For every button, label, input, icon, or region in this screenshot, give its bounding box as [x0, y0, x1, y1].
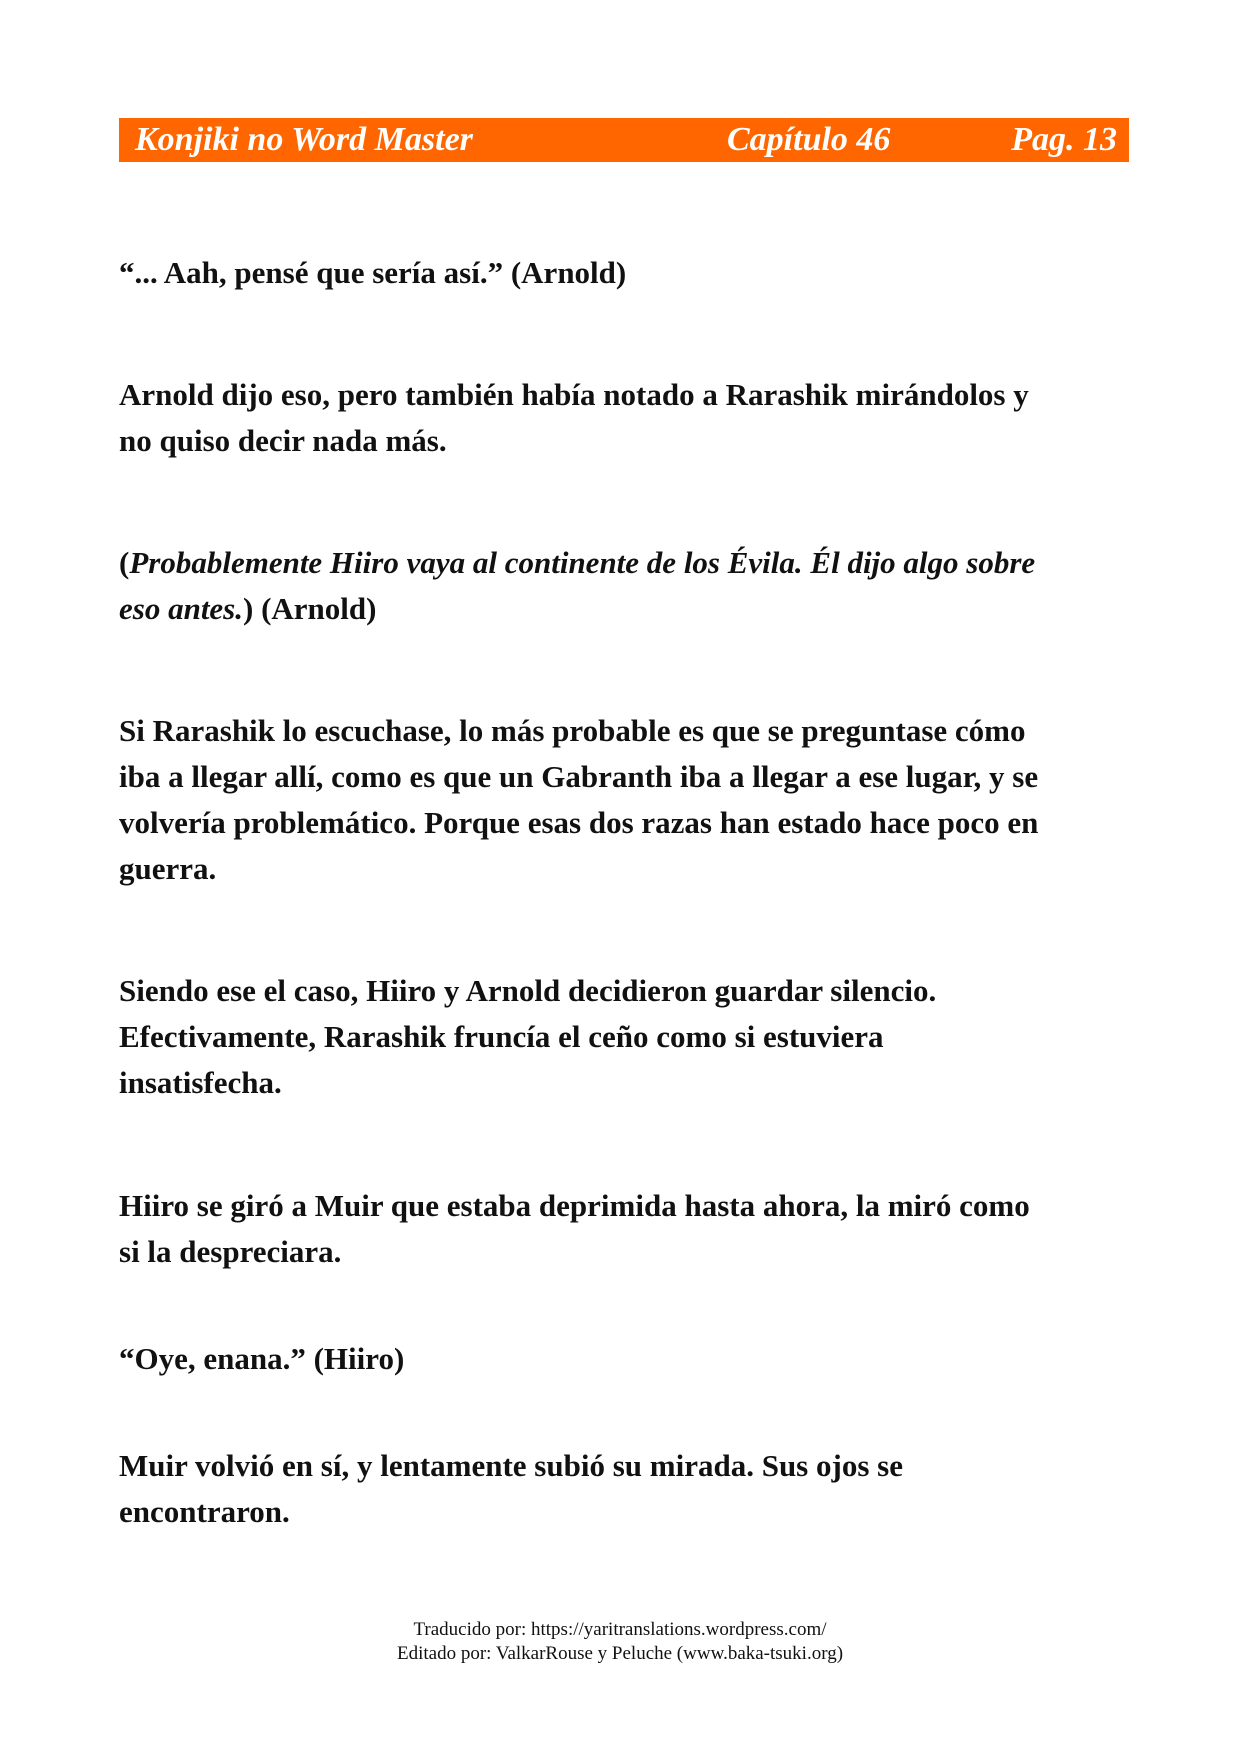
paragraph-line — [119, 586, 1131, 632]
paragraph-line: guerra. — [119, 851, 217, 886]
paragraph-line: “... Aah, pensé que sería así.” (Arnold) — [119, 255, 627, 290]
paragraph-line: Hiiro se giró a Muir que estaba deprimida hasta ahora, la miró como — [119, 1188, 1030, 1223]
paragraph-line: Si Rarashik lo escuchase, lo más probable es que se preguntase cómo — [119, 713, 1026, 748]
paragraph-1 — [119, 250, 1131, 296]
paragraph-line: Siendo ese el caso, Hiiro y Arnold decidieron guardar silencio. — [119, 973, 937, 1008]
page-footer — [0, 1618, 1240, 1666]
paragraph-6 — [119, 1183, 1131, 1275]
translator-credit: Traducido por: https://yaritranslations.wordpress.com/ — [413, 1619, 827, 1640]
paragraph-line: Muir volvió en sí, y lentamente subió su mirada. Sus ojos se — [119, 1448, 903, 1483]
speaker-tag: ) (Arnold) — [243, 591, 377, 626]
book-title: Konjiki no Word Master — [135, 121, 473, 158]
paragraph-line: Efectivamente, Rarashik fruncía el ceño como si estuviera — [119, 1019, 884, 1054]
paragraph-7 — [119, 1336, 1131, 1382]
chapter-label: Capítulo 46 — [727, 121, 891, 158]
paragraph-line: Arnold dijo eso, pero también había notado a Rarashik mirándolos y — [119, 377, 1029, 412]
italic-thought-text: eso antes. — [119, 591, 243, 626]
page-header-bar — [119, 118, 1129, 162]
paragraph-line: encontraron. — [119, 1494, 290, 1529]
editor-credit: Editado por: ValkarRouse y Peluche (www.baka-tsuki.org) — [396, 1643, 844, 1664]
italic-thought-text: Probablemente Hiiro vaya al continente de los Évila. Él dijo algo sobre — [129, 545, 1036, 580]
paragraph-line: iba a llegar allí, como es que un Gabranth iba a llegar a ese lugar, y se — [119, 759, 1039, 794]
paragraph-3-thought — [119, 540, 1131, 632]
paragraph-2 — [119, 372, 1131, 464]
paragraph-line: no quiso decir nada más. — [119, 423, 447, 458]
paragraph-line: volvería problemático. Porque esas dos razas han estado hace poco en — [119, 805, 1039, 840]
paragraph-line: insatisfecha. — [119, 1065, 282, 1100]
paragraph-8 — [119, 1443, 1131, 1535]
paragraph-4 — [119, 708, 1131, 892]
paragraph-line: (Probablemente Hiiro vaya al continente de los Évila. Él dijo algo sobre — [119, 545, 1036, 580]
paragraph-line: “Oye, enana.” (Hiiro) — [119, 1341, 405, 1376]
page-number: Pag. 13 — [1011, 121, 1117, 158]
paragraph-5 — [119, 968, 1131, 1106]
paragraph-line: si la despreciara. — [119, 1234, 342, 1269]
